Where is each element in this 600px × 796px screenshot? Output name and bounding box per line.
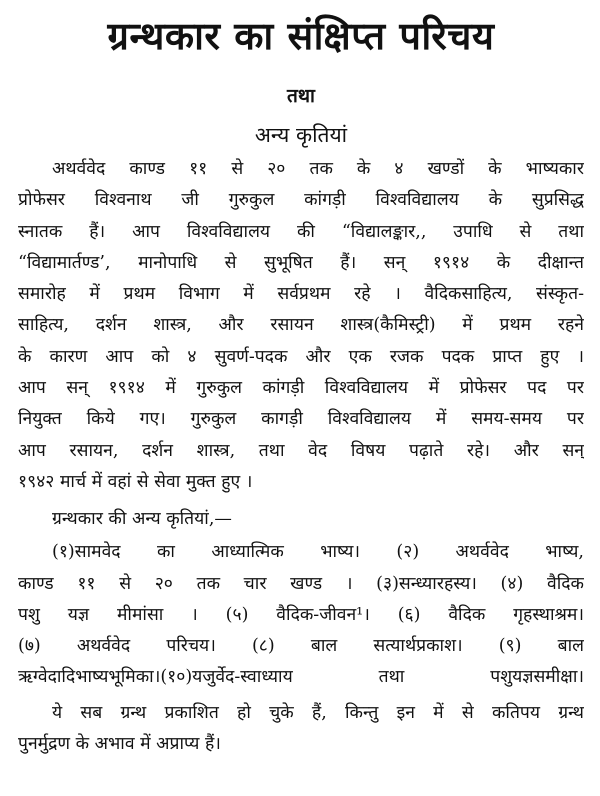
paragraph-line: के कारण आप को ४ सुवर्ण-पदक और एक रजक पदक प्राप्त हुए । <box>18 346 584 367</box>
paragraph-line: ऋग्वेदादिभाष्यभूमिका।(१०)यजुर्वेद-स्वाध्याय तथा पशुयज्ञसमीक्षा। <box>18 667 584 688</box>
other-works-heading: अन्य कृतियां <box>254 123 348 147</box>
paragraph-line: ये सब ग्रन्थ प्रकाशित हो चुके हैं, किन्तु इन में से कतिपय ग्रन्थ <box>52 702 584 723</box>
paragraph-line: आप सन् १९१४ में गुरुकुल कांगड़ी विश्वविद्यालय में प्रोफेसर पद पर <box>18 378 584 399</box>
paragraph-line: नियुक्त किये गए। गुरुकुल कागड़ी विश्वविद्यालय में समय-समय पर <box>18 409 584 430</box>
paragraph-line: पशु यज्ञ मीमांसा । (५) वैदिक-जीवन¹। (६) वैदिक गृहस्थाश्रम। <box>18 604 584 625</box>
works-paragraph <box>18 537 584 693</box>
paragraph-line: स्नातक हैं। आप विश्वविद्यालय की “विद्यालङ्कार,, उपाधि से तथा <box>18 221 584 242</box>
paragraph-line: (७) अथर्ववेद परिचय। (८) बाल सत्यार्थप्रकाश। (९) बाल <box>18 636 584 657</box>
paragraph-line: प्रोफेसर विश्वनाथ जी गुरुकुल कांगड़ी विश्वविद्यालय के सुप्रसिद्ध <box>18 190 584 211</box>
note-paragraph <box>18 698 584 761</box>
paragraph-line: १९४२ मार्च में वहां से सेवा मुक्त हुए । <box>18 471 253 492</box>
paragraph-line: (१)सामवेद का आध्यात्मिक भाष्य। (२) अथर्ववेद भाष्य, <box>52 542 584 563</box>
biography-paragraph <box>18 154 584 498</box>
paragraph-line: पुनर्मुद्रण के अभाव में अप्राप्य हैं। <box>18 734 221 755</box>
paragraph-line: “विद्यामार्तण्ड’, मानोपाधि से सुभूषित हैं। सन् १९१४ के दीक्षान्त <box>18 252 584 273</box>
works-lead: ग्रन्थकार की अन्य कृतियां,— <box>52 509 232 530</box>
paragraph-line: काण्ड ११ से २० तक चार खण्ड । (३)सन्ध्यारहस्य। (४) वैदिक <box>18 573 584 594</box>
paragraph-line: आप रसायन, दर्शन शास्त्र, तथा वेद विषय पढ़ाते रहे। और सन् <box>18 440 584 461</box>
paragraph-line: साहित्य, दर्शन शास्त्र, और रसायन शास्त्र(कैमिस्ट्री) में प्रथम रहने <box>18 315 584 336</box>
paragraph-line: समारोह में प्रथम विभाग में सर्वप्रथम रहे । वैदिकसाहित्य, संस्कृत- <box>18 284 584 305</box>
and-label: तथा <box>287 85 315 107</box>
page-title: ग्रन्थकार का संक्षिप्त परिचय <box>107 14 495 58</box>
paragraph-line: अथर्ववेद काण्ड ११ से २० तक के ४ खण्डों के भाष्यकार <box>52 159 584 179</box>
